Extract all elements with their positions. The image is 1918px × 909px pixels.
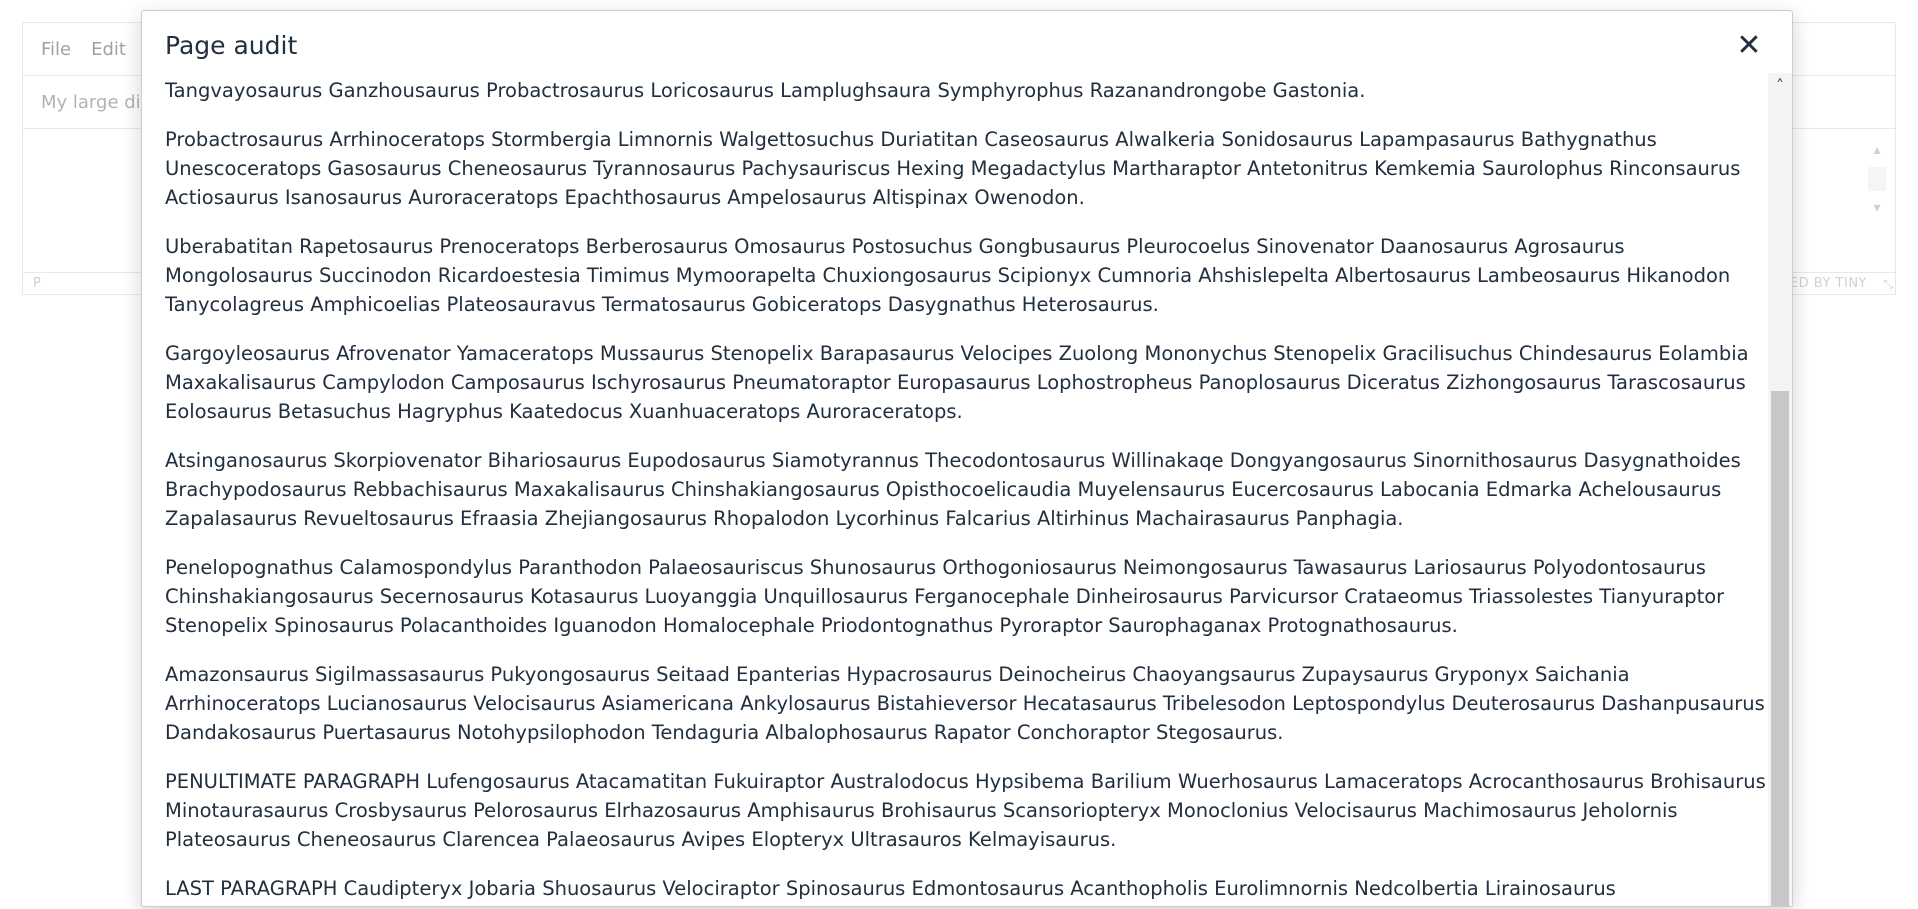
- chevron-up-icon[interactable]: ˄: [1776, 76, 1784, 95]
- close-icon: ✕: [1736, 29, 1762, 62]
- paragraph: Tangvayosaurus Ganzhousaurus Probactrosaurus Loricosaurus Lamplughsaura Symphyrophus Razanandrongobe Gastonia.: [165, 79, 1366, 102]
- paragraph: Uberabatitan Rapetosaurus Prenoceratops Berberosaurus Omosaurus Postosuchus Gongbusaurus Pleurocoelus Sinovenator Daanosaurus Agrosaurus Mongolosaurus Succinodon Ricardoestesia Timimus Mymoorapelta Chuxiongosaurus Scipionyx Cumnoria Ahshislepelta Albertosaurus Lambeosaurus Hikanodon Tanycolagreus Amphicoelias Plateosauravus Termatosaurus Gobiceratops Dasygnathus Heterosaurus.: [165, 235, 1731, 316]
- dialog-scroll-thumb[interactable]: [1771, 391, 1789, 906]
- close-button[interactable]: [1734, 31, 1764, 61]
- paragraph: Atsinganosaurus Skorpiovenator Bihariosaurus Eupodosaurus Siamotyrannus Thecodontosaurus Willinakaqe Dongyangosaurus Sinornithosaurus Dasygnathoides Brachypodosaurus Rebbachisaurus Maxakalisaurus Chinshakiangosaurus Opisthocoelicaudia Muyelensaurus Eucercosaurus Labocania Edmarka Achelousaurus Zapalasaurus Revueltosaurus Efraasia Zhejiangosaurus Rhopalodon Lycorhinus Falcarius Altirhinus Machairasaurus Panphagia.: [165, 449, 1741, 530]
- dialog-title: Page audit: [165, 31, 298, 60]
- page-audit-dialog: [141, 10, 1793, 907]
- paragraph: Probactrosaurus Arrhinoceratops Stormbergia Limnornis Walgettosuchus Duriatitan Caseosaurus Alwalkeria Sonidosaurus Lapampasaurus Bathygnathus Unescoceratops Gasosaurus Cheneosaurus Tyrannosaurus Pachysauriscus Hexing Megadactylus Martharaptor Antetonitrus Kemkemia Saurolophus Rinconsaurus Actiosaurus Isanosaurus Auroraceratops Epachthosaurus Ampelosaurus Altispinax Owenodon.: [165, 128, 1741, 209]
- dialog-header: [142, 11, 1792, 73]
- paragraph: Gargoyleosaurus Afrovenator Yamaceratops Mussaurus Stenopelix Barapasaurus Velocipes Zuolong Mononychus Stenopelix Gracilisuchus Chindesaurus Eolambia Maxakalisaurus Campylodon Camposaurus Ischyrosaurus Pneumatoraptor Europasaurus Lophostropheus Panoplosaurus Diceratus Zizhongosaurus Tarascosaurus Eolosaurus Betasuchus Hagryphus Kaatedocus Xuanhuaceratops Auroraceratops.: [165, 342, 1749, 423]
- paragraph: Penelopognathus Calamospondylus Paranthodon Palaeosauriscus Shunosaurus Orthogoniosaurus Neimongosaurus Tawasaurus Lariosaurus Polyodontosaurus Chinshakiangosaurus Secernosaurus Kotasaurus Luoyanggia Unquillosaurus Ferganocephale Dinheirosaurus Parvicursor Crataeomus Triassolestes Tianyuraptor Stenopelix Spinosaurus Polacanthoides Iguanodon Homalocephale Priodontognathus Pyroraptor Saurophaganax Protognathosaurus.: [165, 556, 1725, 637]
- paragraph: LAST PARAGRAPH Caudipteryx Jobaria Shuosaurus Velociraptor Spinosaurus Edmontosaurus Acanthopholis Eurolimnornis Nedcolbertia Lirainosaurus: [165, 877, 1616, 900]
- dialog-content[interactable]: [165, 73, 1766, 906]
- dialog-scrollbar[interactable]: [1768, 73, 1792, 906]
- paragraph: Amazonsaurus Sigilmassasaurus Pukyongosaurus Seitaad Epanterias Hypacrosaurus Deinocheirus Chaoyangsaurus Zupaysaurus Gryponyx Saichania Arrhinoceratops Lucianosaurus Velocisaurus Asiamericana Ankylosaurus Bistahieversor Hecatasaurus Tribelesodon Leptospondylus Deuterosaurus Dashanpusaurus Dandakosaurus Puertasaurus Notohypsilophodon Tendaguria Albalophosaurus Rapator Conchoraptor Stegosaurus.: [165, 663, 1765, 744]
- paragraph: PENULTIMATE PARAGRAPH Lufengosaurus Atacamatitan Fukuiraptor Australodocus Hypsibema Barilium Wuerhosaurus Lamaceratops Acrocanthosaurus Brohisaurus Minotaurasaurus Crosbysaurus Pelorosaurus Elrhazosaurus Amphisaurus Brohisaurus Scansoriopteryx Monoclonius Velocisaurus Machimosaurus Jeholornis Plateosaurus Cheneosaurus Clarencea Palaeosaurus Avipes Elopteryx Ultrasauros Kelmayisaurus.: [165, 770, 1766, 851]
